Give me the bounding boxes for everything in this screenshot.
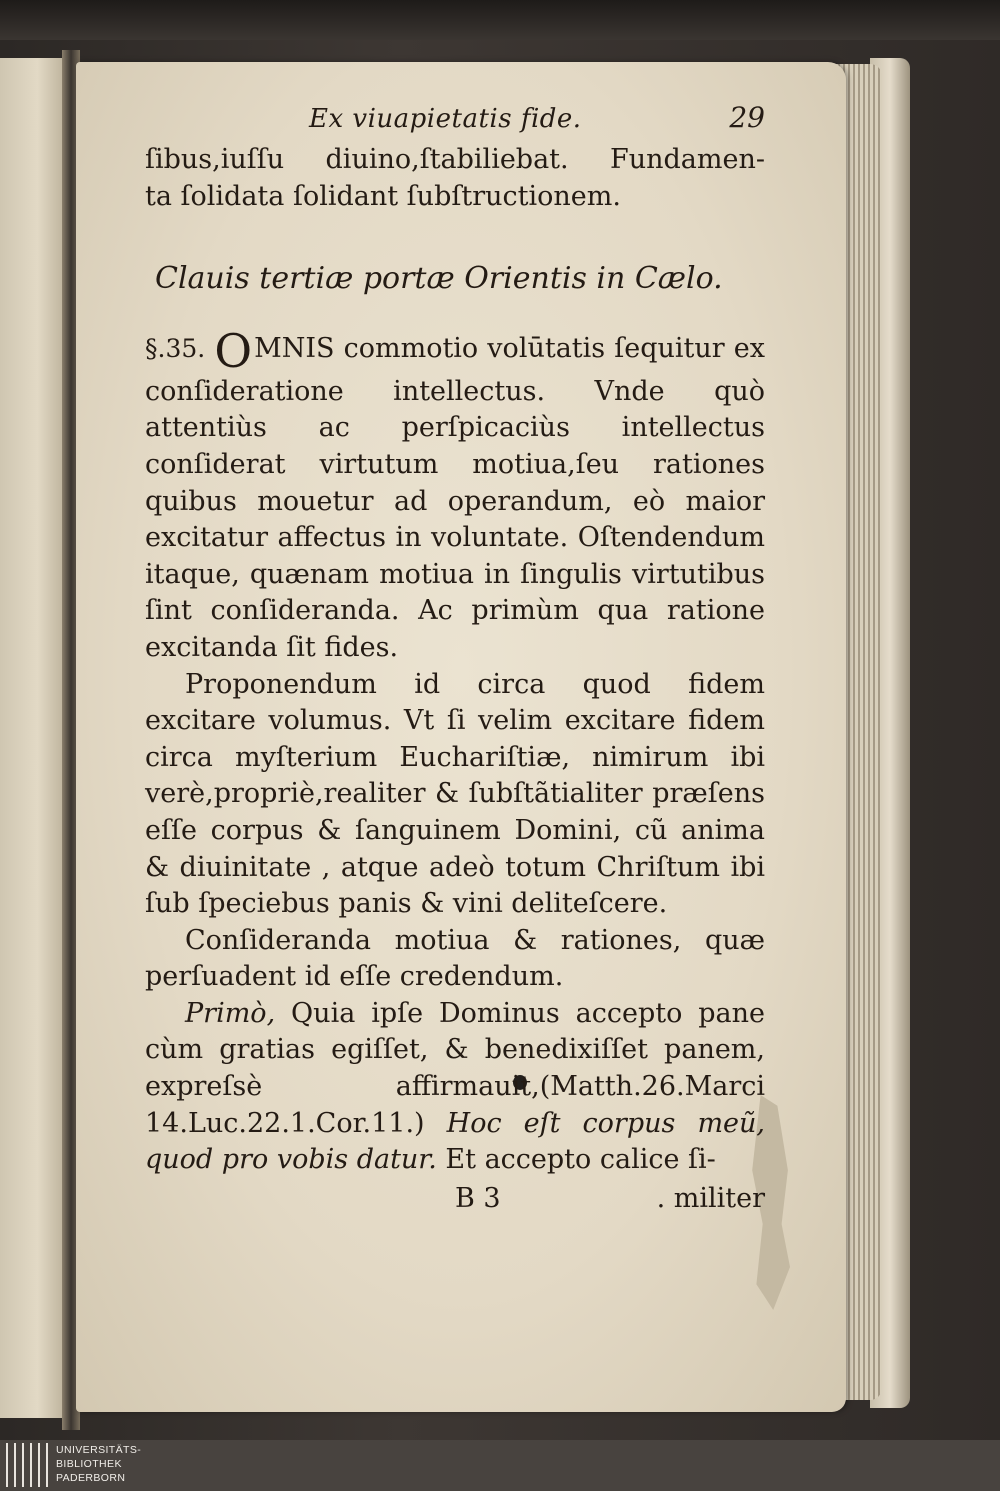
library-logo-text <box>56 1443 141 1485</box>
section-heading: Clauis tertiæ portæ Orientis in Cælo. <box>155 261 723 297</box>
paragraph-3: Conſideranda motiua & rationes, quæ perſuadent id eſſe credendum. <box>145 924 765 993</box>
signature-mark: B 3 <box>455 1182 501 1214</box>
text-line: ſibus,iuſſu diuino,ſtabiliebat. Fundamen- <box>145 144 765 175</box>
paragraph-4-text: Quia ipſe Dominus accepto pane cùm gratias egiſſet, & benedixiſſet panem, expreſsè affirmauit,(Matth.26.Marci 14.Luc.22.1.Cor.11.) <box>145 997 765 1139</box>
paragraph-4-tail: Et accepto calice ſi- <box>436 1144 716 1176</box>
left-page-edge <box>0 58 68 1418</box>
drop-cap: O <box>214 323 253 378</box>
running-head-title: Ex viuapietatis fide. <box>309 104 582 134</box>
page-text <box>145 100 765 1217</box>
logo-line: BIBLIOTHEK <box>56 1458 122 1470</box>
logo-line: UNIVERSITÄTS- <box>56 1444 142 1456</box>
running-head <box>145 100 765 142</box>
paragraph-1 <box>145 323 765 667</box>
library-footer <box>0 1440 1000 1491</box>
signature-line <box>145 1181 765 1218</box>
paragraph-4 <box>145 996 765 1179</box>
scanner-edge <box>0 0 1000 40</box>
first-word: MNIS <box>254 332 335 364</box>
text-line: ta ſolidata ſolidant ſubſtructionem. <box>145 180 621 212</box>
paragraph-4-lead: Primò, <box>185 997 276 1029</box>
paragraph-2: Proponendum id circa quod fidem excitare volumus. Vt ſi velim excitare fidem circa myſterium Euchariſtiæ, nimirum ibi verè,propriè,realiter & ſubſtãtialiter præſens eſſe corpus & ſanguinem Domini, cũ anima & diuinitate , atque adeò totum Chriſtum ibi ſub ſpeciebus panis & vini deliteſcere. <box>145 668 765 920</box>
page-number: 29 <box>729 101 765 134</box>
catchword: . militer <box>656 1182 765 1214</box>
paragraph-1-text: commotio volūtatis ſequitur ex conſideratione intellectus. Vnde quò attentiùs ac perſpicaciùs intellectus conſiderat virtutum motiua,ſeu rationes quibus mouetur ad operandum, eò maior excitatur affectus in voluntate. Oſtendendum itaque, quænam motiua in ſingulis virtutibus ſint conſideranda. Ac primùm qua ratione excitanda ſit fides. <box>145 332 765 663</box>
logo-line: PADERBORN <box>56 1472 126 1484</box>
section-number: §.35. <box>145 333 206 363</box>
library-logo-icon <box>6 1443 48 1487</box>
scripture-quote: Hoc eſt corpus meũ, quod pro vobis datur. <box>145 1107 766 1176</box>
